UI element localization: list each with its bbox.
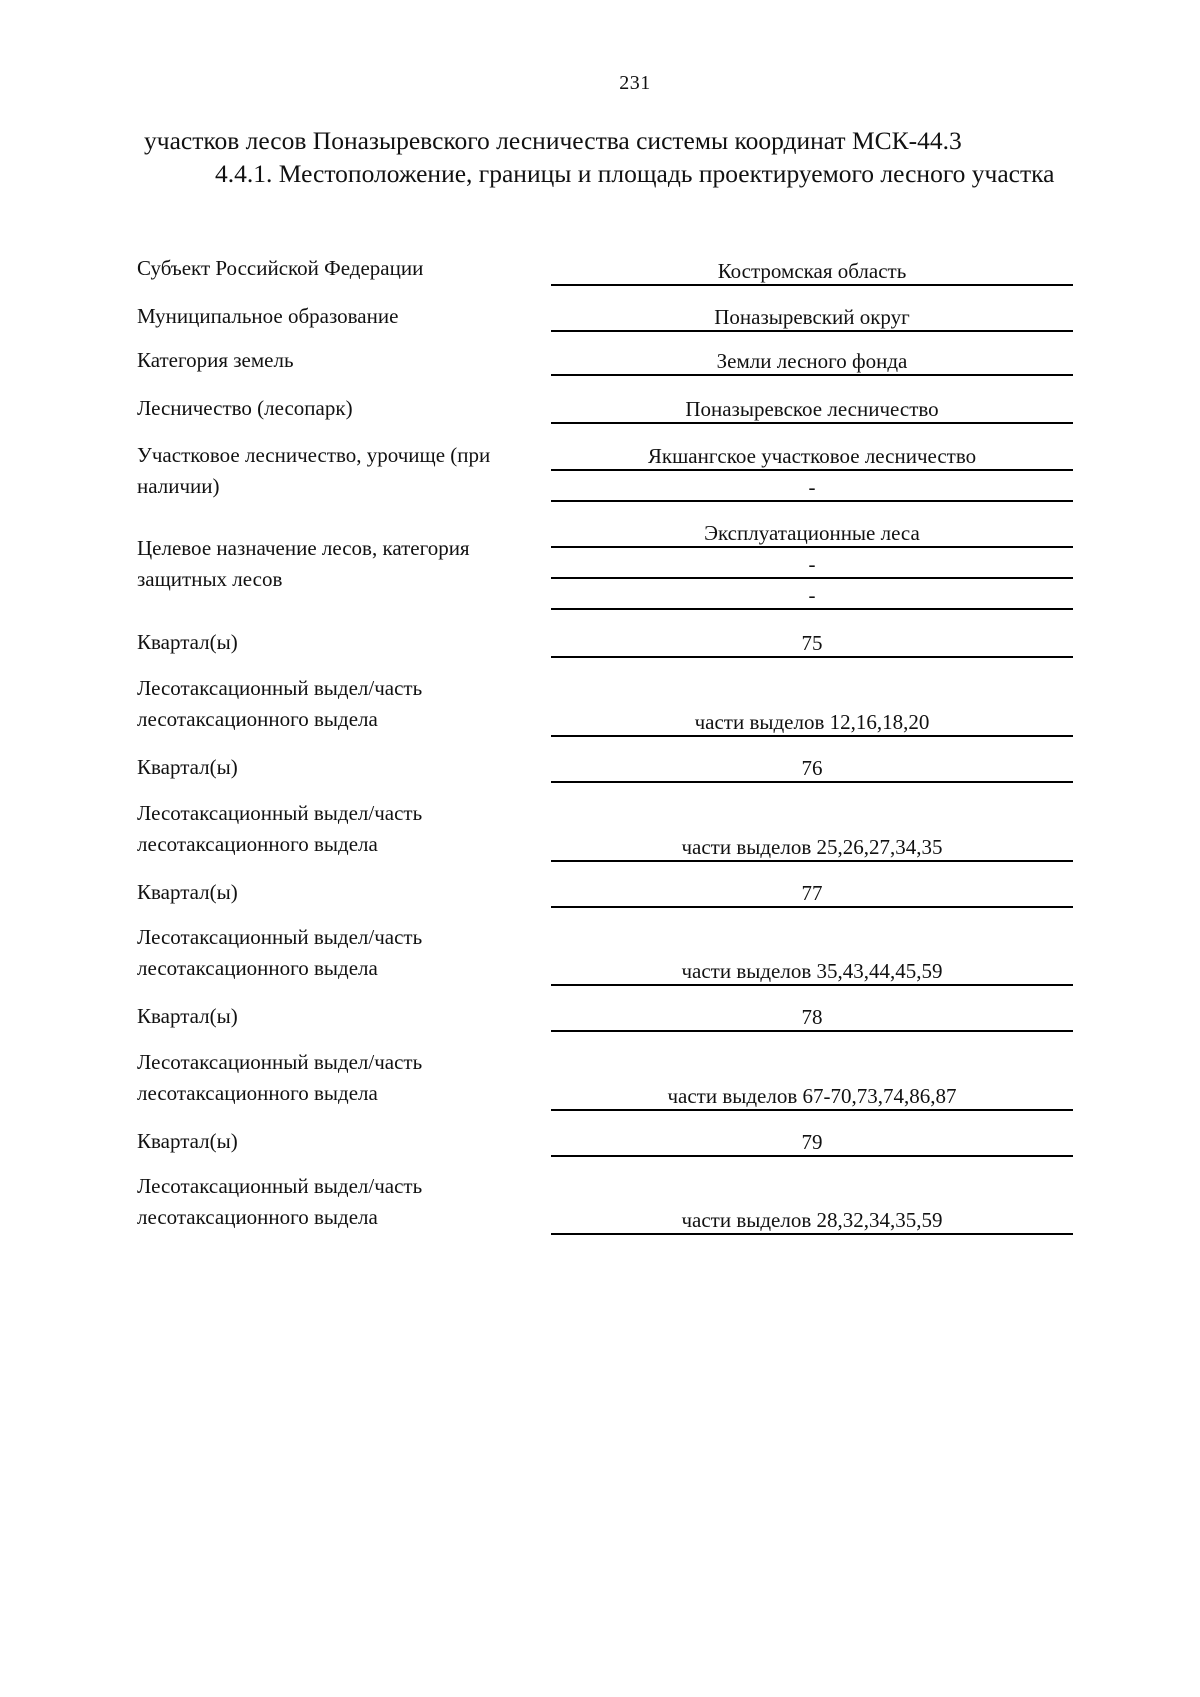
allotment-value: части выделов 25,26,27,34,35 bbox=[551, 834, 1073, 862]
allotment-label: Лесотаксационный выдел/часть лесотаксационного выдела bbox=[137, 1050, 423, 1105]
field-value-district-forestry-tract: - bbox=[551, 474, 1073, 502]
allotment-label: Лесотаксационный выдел/часть лесотаксационного выдела bbox=[137, 676, 423, 731]
document-intro bbox=[144, 124, 1134, 190]
allotment-label: Лесотаксационный выдел/часть лесотаксационного выдела bbox=[137, 1174, 423, 1229]
field-value-purpose: Эксплуатационные леса bbox=[551, 520, 1073, 548]
allotment-label: Лесотаксационный выдел/часть лесотаксационного выдела bbox=[137, 801, 423, 856]
quarter-label: Квартал(ы) bbox=[137, 1129, 238, 1153]
field-value-land-category: Земли лесного фонда bbox=[551, 348, 1073, 376]
quarter-value: 77 bbox=[551, 880, 1073, 908]
field-label-municipality: Муниципальное образование bbox=[137, 304, 399, 328]
field-value-subject: Костромская область bbox=[551, 258, 1073, 286]
allotment-value: части выделов 35,43,44,45,59 bbox=[551, 958, 1073, 986]
field-label-land-category: Категория земель bbox=[137, 348, 294, 372]
quarter-label: Квартал(ы) bbox=[137, 880, 238, 904]
allotment-value: части выделов 28,32,34,35,59 bbox=[551, 1207, 1073, 1235]
page-number: 231 bbox=[619, 72, 651, 94]
field-label-purpose: Целевое назначение лесов, категория защитных лесов bbox=[137, 536, 470, 591]
allotment-value: части выделов 67-70,73,74,86,87 bbox=[551, 1083, 1073, 1111]
quarter-label: Квартал(ы) bbox=[137, 1004, 238, 1028]
quarter-value: 76 bbox=[551, 755, 1073, 783]
field-value-municipality: Поназыревский округ bbox=[551, 304, 1073, 332]
field-value-district-forestry: Якшангское участковое лесничество bbox=[551, 443, 1073, 471]
field-label-subject: Субъект Российской Федерации bbox=[137, 256, 424, 280]
quarter-label: Квартал(ы) bbox=[137, 755, 238, 779]
allotment-value: части выделов 12,16,18,20 bbox=[551, 709, 1073, 737]
quarter-label: Квартал(ы) bbox=[137, 630, 238, 654]
field-value-forestry: Поназыревское лесничество bbox=[551, 396, 1073, 424]
quarter-value: 78 bbox=[551, 1004, 1073, 1032]
quarter-value: 79 bbox=[551, 1129, 1073, 1157]
field-label-district-forestry: Участковое лесничество, урочище (при наличии) bbox=[137, 443, 491, 498]
intro-line: участков лесов Поназыревского лесничества системы координат МСК-44.3 bbox=[144, 126, 962, 155]
section-heading: 4.4.1. Местоположение, границы и площадь проектируемого лесного участка bbox=[215, 159, 1055, 188]
allotment-label: Лесотаксационный выдел/часть лесотаксационного выдела bbox=[137, 925, 423, 980]
field-value-purpose-2: - bbox=[551, 551, 1073, 579]
field-value-purpose-3: - bbox=[551, 582, 1073, 610]
field-label-forestry: Лесничество (лесопарк) bbox=[137, 396, 353, 420]
quarter-value: 75 bbox=[551, 630, 1073, 658]
